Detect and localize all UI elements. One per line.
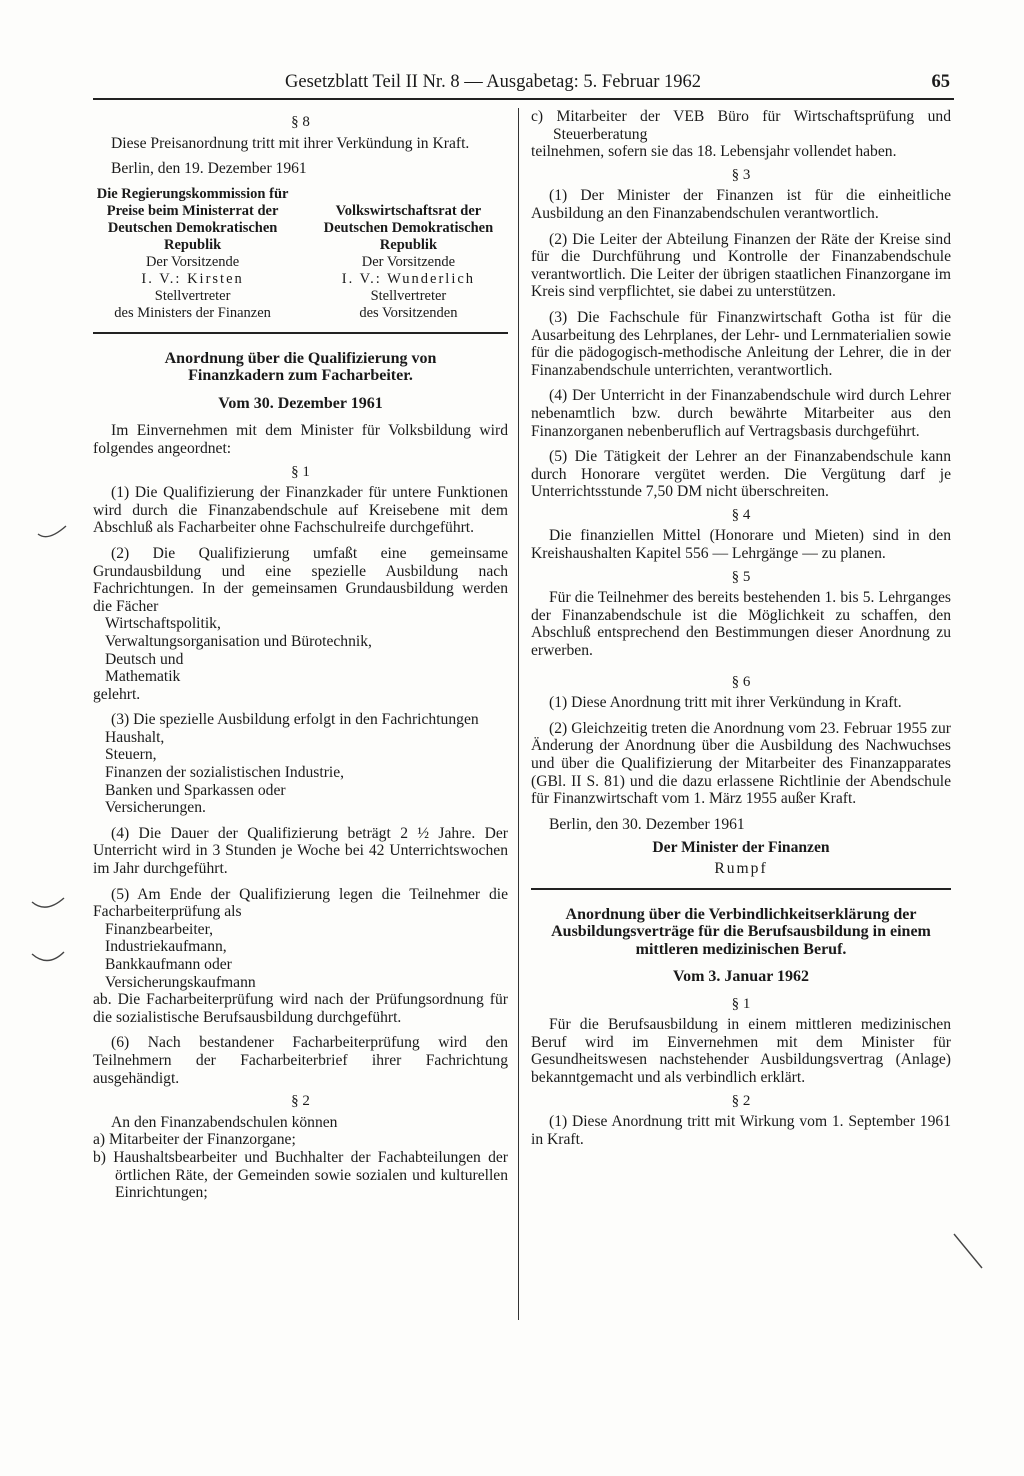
signatory-position: Stellvertreter	[154, 287, 231, 304]
signatory-position: Stellvertreter	[370, 287, 447, 304]
page-header	[93, 72, 954, 98]
list-item: Bankkaufmann oder	[105, 956, 232, 973]
paragraph: (1) Die Qualifizierung der Finanzkader für untere Funktionen wird durch die Finanzabendschule auf Kreisebene mit dem Abschluß als Facharbeiter ohne Fachschulreife durchgeführt.	[93, 484, 508, 537]
place-date: Berlin, den 30. Dezember 1961	[549, 815, 745, 833]
section-heading: § 8	[291, 114, 310, 130]
paragraph: (2) Die Leiter der Abteilung Finanzen der Räte der Kreise sind für die Durchführung und Kontrolle der Finanzabendschule verantwortlich. Die Leiter der übrigen staatlichen Finanzorgane im Kreis sind verpflichtet, sie dabei zu unterstützen.	[531, 230, 951, 301]
preamble: Im Einvernehmen mit dem Minister für Volksbildung wird folgendes angeordnet:	[93, 422, 508, 457]
paragraph: An den Finanzabendschulen können	[111, 1113, 338, 1131]
signature-block	[93, 186, 508, 322]
margin-slash-mark	[952, 1232, 986, 1272]
paragraph: (4) Die Dauer der Qualifizierung beträgt 2 ½ Jahre. Der Unterricht wird in 3 Stunden je Woche bei 42 Unterrichtswochen im Jahr durchgeführt.	[93, 824, 508, 878]
list-item: Mathematik	[105, 668, 181, 686]
section-heading: § 5	[731, 568, 751, 585]
paragraph: teilnehmen, sofern sie das 18. Lebensjahr vollendet haben.	[531, 143, 897, 161]
paragraph: (5) Die Tätigkeit der Lehrer an der Finanzabendschule kann durch Honorare vergütet werden. Die Vergütung darf je Unterrichtsstunde 7,50 DM nicht überschreiten.	[531, 448, 951, 501]
margin-check-mark	[30, 944, 68, 970]
section-rule	[531, 888, 951, 890]
paragraph: Für die Teilnehmer des bereits bestehenden 1. bis 5. Lehrganges der Finanzabendschule ist die Möglichkeit zu schaffen, den Abschluß entsprechend den Bestimmungen dieser Anordnung zu erwerben.	[531, 589, 951, 660]
signatory-position: des Ministers der Finanzen	[114, 304, 271, 321]
signature-left	[93, 186, 292, 322]
section-heading: § 2	[731, 1092, 751, 1109]
paragraph: (2) Gleichzeitig treten die Anordnung vom 23. Februar 1955 zur Änderung der Anordnung über die Ausbildung des Nachwuchses und über die Qualifizierung der Mitarbeiter des Finanzapparates (GBl. II S. 81) und die dazu erlassene Richtlinie der Abendschule für Finanzwirtschaft vom 1. März 1955 außer Kraft.	[531, 719, 951, 808]
paragraph: (2) Die Qualifizierung umfaßt eine gemeinsame Grundausbildung und eine spezielle Ausbildung nach Fachrichtungen. In der gemeinsamen Grundausbildung werden die Fächer	[93, 544, 508, 615]
list-item: Versicherungen.	[105, 799, 206, 817]
header-rule	[93, 98, 954, 100]
signatory-role: Der Vorsitzende	[145, 253, 240, 270]
section-heading: § 6	[731, 673, 751, 690]
paragraph: (4) Der Unterricht in der Finanzabendschule wird durch Lehrer nebenamtlich bzw. durch bewährte Mitarbeiter aus den Finanzorganen nebenberuflich auf Vertragsbasis durchgeführt.	[531, 387, 951, 440]
column-divider	[518, 108, 519, 1320]
section-heading: § 1	[731, 995, 751, 1012]
signatory-title: Der Minister der Finanzen	[652, 839, 830, 857]
list-item: Industriekaufmann,	[105, 938, 227, 956]
section-heading: § 1	[291, 463, 310, 480]
paragraph: (1) Der Minister der Finanzen ist für die einheitliche Ausbildung an den Finanzabendschulen verantwortlich.	[531, 187, 951, 222]
paragraph: gelehrt.	[93, 685, 141, 703]
page-number: 65	[931, 72, 950, 92]
order-title: Anordnung über die Verbindlichkeitserklärung der Ausbildungsverträge für die Berufsausbildung in einem mittleren medizinischen Beruf.	[551, 905, 931, 958]
list-item: Steuern,	[105, 746, 157, 764]
order-date: Vom 3. Januar 1962	[672, 968, 810, 986]
section-rule	[93, 332, 508, 334]
left-column	[93, 108, 508, 1202]
signatory-name: I. V.: Wunderlich	[341, 270, 476, 287]
list-item: a) Mitarbeiter der Finanzorgane;	[93, 1131, 296, 1149]
section-heading: § 4	[731, 506, 751, 523]
right-column	[531, 108, 951, 1148]
list-item: Versicherungskaufmann	[105, 973, 256, 991]
paragraph: (6) Nach bestandener Facharbeiterprüfung wird den Teilnehmern der Facharbeiterbrief ihrer Fachrichtung ausgehändigt.	[93, 1034, 508, 1087]
signatory-name: Rumpf	[714, 859, 768, 877]
list-item: Haushalt,	[105, 728, 165, 746]
paragraph: (5) Am Ende der Qualifizierung legen die Teilnehmer die Facharbeiterprüfung als	[93, 885, 508, 921]
list-item: Deutsch und	[105, 650, 184, 668]
paragraph: ab. Die Facharbeiterprüfung wird nach der Prüfungsordnung für die sozialistische Berufsausbildung durchgeführt.	[93, 991, 508, 1026]
paragraph: (1) Diese Anordnung tritt mit ihrer Verkündung in Kraft.	[549, 694, 902, 712]
specialisation-list	[93, 729, 508, 817]
signatory-org: Volkswirtschaftsrat der Deutschen Demokratischen Republik	[323, 202, 494, 253]
list-item: Wirtschaftspolitik,	[105, 615, 221, 633]
signatory-position: des Vorsitzenden	[359, 304, 458, 321]
signature-right	[309, 186, 508, 322]
margin-check-mark	[36, 522, 70, 542]
running-title: Gesetzblatt Teil II Nr. 8 — Ausgabetag: 5. Februar 1962	[285, 72, 702, 92]
order-date: Vom 30. Dezember 1961	[218, 394, 383, 412]
section-heading: § 2	[291, 1093, 310, 1110]
paragraph: Diese Preisanordnung tritt mit ihrer Verkündung in Kraft.	[111, 134, 470, 152]
exam-list	[93, 921, 508, 991]
list-item: c) Mitarbeiter der VEB Büro für Wirtschaftsprüfung und Steuerberatung	[531, 108, 951, 143]
list-item: Finanzen der sozialistischen Industrie,	[105, 764, 345, 782]
margin-check-mark	[30, 890, 68, 916]
paragraph: (3) Die Fachschule für Finanzwirtschaft Gotha ist für die Ausarbeitung des Lehrplanes, der Lehr- und Lernmaterialien sowie für die pädogogisch-methodische Anleitung der Lehrer, die in der Finanzabendschule unterrichten, verantwortlich.	[531, 308, 951, 379]
signatory-name: I. V.: Kirsten	[141, 270, 244, 287]
list-item: Finanzbearbeiter,	[105, 920, 214, 938]
paragraph: (1) Diese Anordnung tritt mit Wirkung vom 1. September 1961 in Kraft.	[531, 1113, 951, 1148]
paragraph: Für die Berufsausbildung in einem mittleren medizinischen Beruf wird im Einvernehmen mit dem Minister für Gesundheitswesen nachstehender Ausbildungsvertrag (Anlage) bekanntgemacht und als verbindlich erklärt.	[531, 1016, 951, 1087]
place-date: Berlin, den 19. Dezember 1961	[111, 160, 307, 178]
order-title: Anordnung über die Qualifizierung von Finanzkadern zum Facharbeiter.	[164, 349, 437, 385]
section-heading: § 3	[731, 166, 751, 183]
paragraph: (3) Die spezielle Ausbildung erfolgt in den Fachrichtungen	[111, 711, 479, 729]
subject-list	[93, 615, 508, 685]
list-item: Banken und Sparkassen oder	[105, 781, 286, 799]
paragraph: Die finanziellen Mittel (Honorare und Mieten) sind in den Kreishaushalten Kapitel 556 — Lehrgänge — zu planen.	[531, 527, 951, 563]
list-item: b) Haushaltsbearbeiter und Buchhalter der Fachabteilungen der örtlichen Räte, der Gemeinden sowie sozialen und kulturellen Einrichtungen;	[93, 1148, 508, 1202]
signatory-org: Die Regierungskommission für Preise beim Ministerrat der Deutschen Demokratischen Republik	[96, 185, 289, 253]
list-item: Verwaltungsorganisation und Bürotechnik,	[105, 632, 372, 650]
signatory-role: Der Vorsitzende	[361, 253, 456, 270]
